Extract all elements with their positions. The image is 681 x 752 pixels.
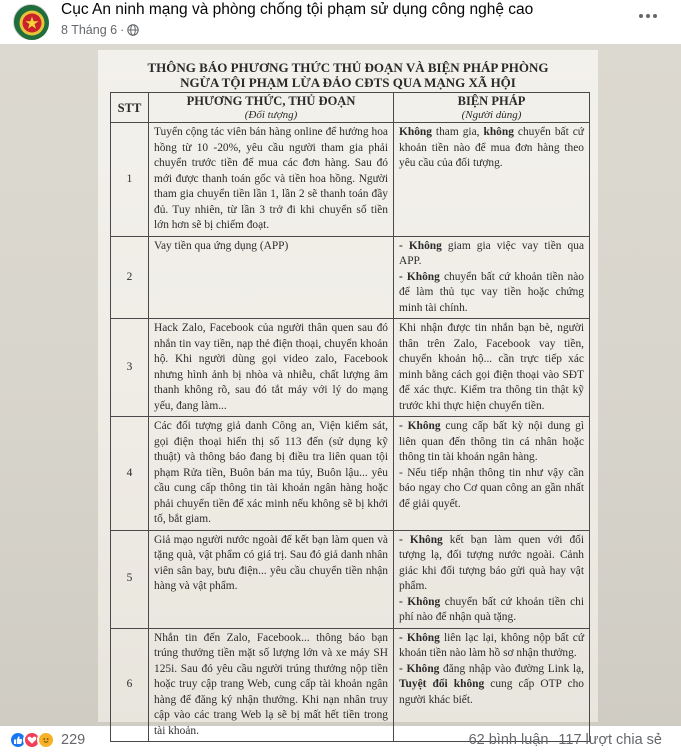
post-header	[0, 0, 681, 44]
row-measure: Khi nhận được tin nhắn bạn bè, người thân trên Zalo, Facebook vay tiền, chuyển khoản hộ... cần trực tiếp xác minh bằng cách gọi điện thoại vào SĐT để xác thực. Kiểm tra thông tin thật kỹ trước khi thực hiện chuyển tiền.	[394, 319, 590, 417]
more-options-icon	[646, 14, 650, 18]
row-stt: 6	[111, 628, 149, 742]
row-method: Hack Zalo, Facebook của người thân quen sau đó nhắn tin vay tiền, nạp thẻ điện thoại, chuyển khoản hộ. Khi người dùng gọi video zalo, Facebook nhưng hình ảnh bị nhòa và nhiễu, chất lượng âm thanh không rõ, sau đó tắt máy với lý do mạng yếu, đang làm...	[149, 319, 394, 417]
page-name[interactable]: Cục An ninh mạng và phòng chống tội phạm sử dụng công nghệ cao	[61, 1, 534, 18]
care-icon	[37, 731, 55, 749]
header-stt: STT	[111, 93, 149, 123]
document-title-line-2: NGỪA TỘI PHẠM LỪA ĐẢO CĐTS QUA MẠNG XÃ HỘI	[180, 75, 516, 90]
measure-bold: - Không	[399, 631, 440, 644]
measure-text: chuyển bất cứ khoản tiền chi phí nào để nhận quà tặng.	[399, 595, 584, 623]
header-measure	[394, 93, 590, 123]
meta-separator: ·	[120, 23, 125, 37]
document-paper	[98, 50, 598, 737]
measure-text: tham gia,	[431, 126, 484, 138]
row-measure	[394, 236, 590, 319]
table-row	[111, 417, 590, 531]
row-method: Giả mạo người nước ngoài để kết bạn làm quen và tặng quà, vật phẩm có giá trị. Sau đó giả danh nhân viên sân bay, bưu điện... yêu cầu chuyển tiền nhận hàng và vật phẩm.	[149, 530, 394, 628]
page-avatar[interactable]	[13, 4, 49, 40]
header-measure-sub: (Người dùng)	[461, 108, 522, 121]
row-method: Vay tiền qua ứng dụng (APP)	[149, 236, 394, 319]
post-date[interactable]: 8 Tháng 6	[61, 23, 118, 37]
row-stt: 1	[111, 123, 149, 237]
table-row	[111, 123, 590, 237]
post-stats	[469, 732, 662, 748]
header-method-sub: (Đối tượng)	[244, 108, 298, 121]
header-method	[149, 93, 394, 123]
table-row	[111, 319, 590, 417]
reactions-summary[interactable]	[9, 731, 85, 749]
measure-bold: - Không	[399, 270, 440, 283]
row-stt: 4	[111, 417, 149, 531]
row-measure	[394, 628, 590, 742]
row-method: Tuyển cộng tác viên bán hàng online để hưởng hoa hồng từ 10 -20%, yêu cầu người tham gia phải chuyển trước tiền để mua các đơn hàng. Sau đó mới được thanh toán gốc và tiền hoa hồng. Người tham gia chuyển tiền lần 1, lần 2 sẽ thanh toán đầy đủ. Tuy nhiên, từ lần 3 trở đi khi chuyển số tiền lớn hơn sẽ bị chiếm đoạt.	[149, 123, 394, 237]
measure-bold: - Không	[399, 662, 440, 675]
more-options-button[interactable]	[634, 6, 662, 26]
post-meta	[61, 23, 139, 37]
measure-text: chuyển bất cứ khoản tiền nào để mua đơn hàng theo yêu cầu của đối tượng.	[399, 126, 584, 169]
measure-text: chuyển bất cứ khoản tiền nào để làm thủ tục vay tiền hoặc chứng minh tài chính.	[399, 270, 584, 314]
shares-count-link[interactable]: 117 lượt chia sẻ	[558, 732, 662, 748]
measure-text: giam gia việc vay tiền qua APP.	[399, 239, 584, 267]
measure-text: - Nếu tiếp nhận thông tin như vậy cần báo ngay cho Cơ quan công an gần nhất để giải quyết.	[399, 466, 584, 510]
table-row	[111, 530, 590, 628]
measure-bold: Không	[399, 126, 432, 138]
row-method: Nhắn tin đến Zalo, Facebook... thông báo bạn trúng thưởng tiền mặt số lượng lớn và xe máy SH 125i. Sau đó yêu cầu người trúng thưởng nộp tiền hoặc truy cập trang Web, cung cấp tài khoản ngân hàng để đăng ký nhận thưởng. Khi nạn nhân truy cập vào các trang Web lạ sẽ bị mất hết tiền trong tài khoản.	[149, 628, 394, 742]
header-measure-label: BIỆN PHÁP	[457, 93, 526, 108]
document-title-line-1: THÔNG BÁO PHƯƠNG THỨC THỦ ĐOẠN VÀ BIỆN PHÁP PHÒNG	[147, 60, 549, 75]
row-stt: 2	[111, 236, 149, 319]
measure-bold: - Không	[399, 595, 441, 608]
document-title	[98, 60, 598, 90]
measure-text: kết bạn làm quen với đối tượng lạ, đối tượng nước ngoài. Cảnh giác khi đối tượng báo gửi quà hay vật phẩm.	[399, 533, 585, 592]
measure-text: cung cấp OTP cho người khác biết.	[399, 678, 584, 706]
row-method: Các đối tượng giả danh Công an, Viện kiểm sát, gọi điện thoại hiển thị số 113 đến (sử dụng kỹ thuật) và thông báo đang bị điều tra liên quan tội phạm Rửa tiền, Buôn bán ma túy, Buôn lậu... yêu cầu cung cấp thông tin tài khoản ngân hàng hoặc phải chuyển tiền để xác minh nếu không sẽ bị khởi tố, bắt giam.	[149, 417, 394, 531]
measure-bold: - Không	[399, 239, 442, 252]
row-stt: 3	[111, 319, 149, 417]
more-options-icon	[653, 14, 657, 18]
post-image[interactable]	[0, 44, 681, 737]
row-measure	[394, 530, 590, 628]
header-method-label: PHƯƠNG THỨC, THỦ ĐOẠN	[186, 93, 356, 108]
measure-text: cung cấp bất kỳ nội dung gì liên quan đến thông tin cá nhân hoặc thông tin tài khoản ngân hàng.	[399, 420, 585, 463]
post-footer	[0, 726, 681, 752]
table-header-row	[111, 93, 590, 123]
row-measure	[394, 123, 590, 237]
globe-icon	[127, 24, 139, 36]
measure-bold: - Không	[399, 420, 441, 432]
measure-bold: không	[483, 126, 514, 138]
row-stt: 5	[111, 530, 149, 628]
measure-text: liên lạc lại, không nộp bất cứ khoản tiền nào làm hồ sơ nhận thưởng.	[399, 631, 585, 659]
reaction-count: 229	[61, 732, 86, 748]
measure-text: đăng nhập vào đường Link lạ,	[439, 662, 584, 675]
measure-bold: Tuyệt đối không	[399, 678, 485, 690]
row-measure	[394, 417, 590, 531]
measure-bold: - Không	[399, 533, 443, 546]
comments-count-link[interactable]: 62 bình luận	[468, 732, 549, 748]
police-emblem-icon	[14, 5, 50, 41]
table-row	[111, 628, 590, 742]
fraud-methods-table	[110, 92, 590, 742]
more-options-icon	[639, 14, 643, 18]
table-row	[111, 236, 590, 319]
